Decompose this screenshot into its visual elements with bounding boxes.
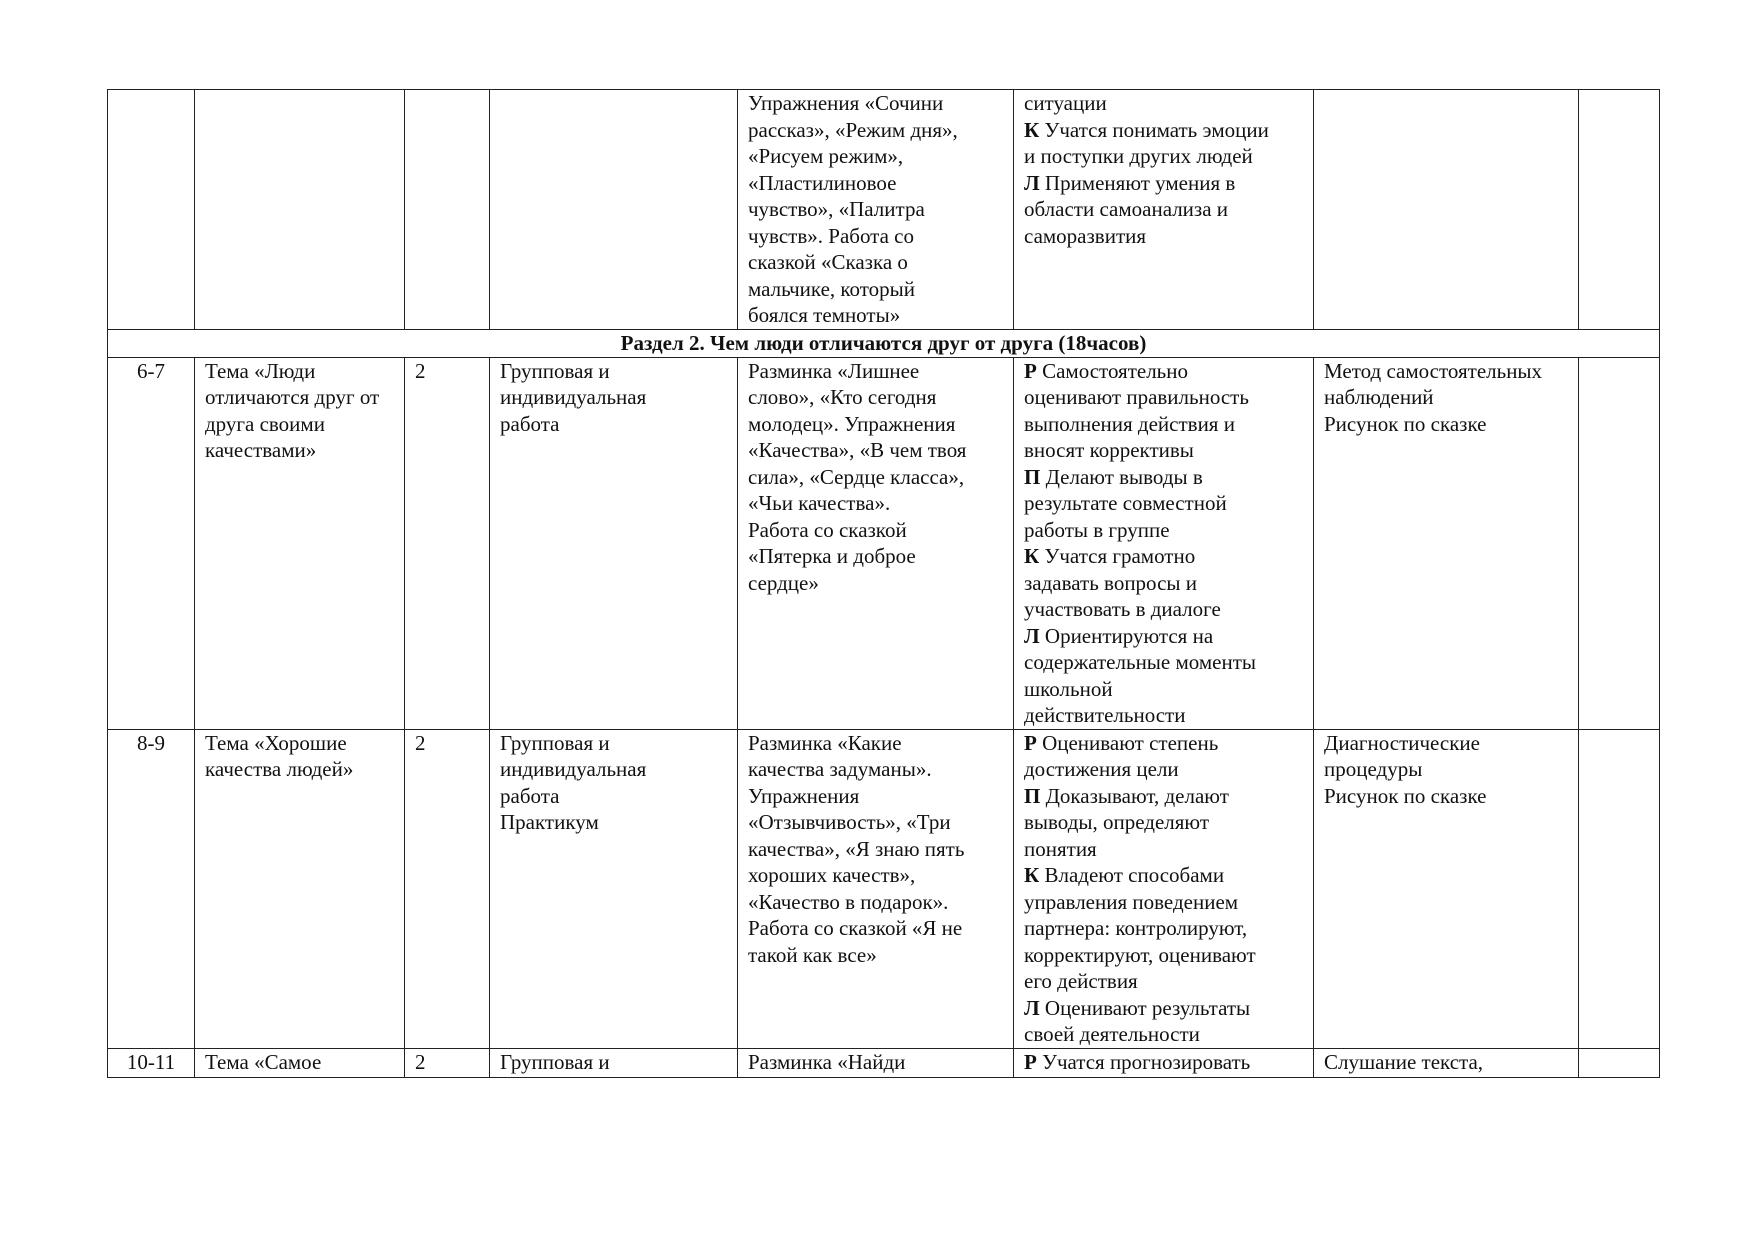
uud-line (1024, 783, 1303, 810)
cell-notes (1579, 729, 1660, 1048)
uud-line (1024, 596, 1303, 623)
text-line: Групповая и (500, 1049, 610, 1074)
uud-text: Самостоятельно (1036, 358, 1188, 383)
cell-uud (1014, 357, 1314, 729)
uud-line (1024, 570, 1303, 597)
uud-letter: П (1024, 783, 1041, 808)
text-line: сердце» (748, 570, 819, 595)
table-row (108, 729, 1660, 1048)
cell-form (490, 90, 738, 330)
cell-activities (738, 90, 1014, 330)
text-line: Тема «Хорошие (205, 730, 347, 755)
text-line: хороших качеств», (748, 863, 916, 887)
text-line: «Чьи качества». (748, 491, 891, 515)
uud-line (1024, 836, 1303, 863)
uud-line (1024, 1021, 1303, 1048)
text-line: качества людей» (205, 757, 354, 781)
uud-text: задавать вопросы и (1024, 570, 1197, 595)
text-line: Разминка «Найди (748, 1049, 906, 1074)
text-line: «Отзывчивость», «Три (748, 810, 951, 834)
uud-letter: К (1024, 117, 1040, 142)
text-line: «Качества», «В чем твоя (748, 438, 967, 462)
text-line: отличаются друг от (205, 385, 380, 409)
uud-text: результате совместной (1024, 491, 1227, 515)
cell-control (1314, 1048, 1579, 1077)
uud-line (1024, 676, 1303, 703)
cell-form (490, 357, 738, 729)
uud-text: корректируют, оценивают (1024, 942, 1256, 967)
cell-uud (1014, 90, 1314, 330)
uud-line (1024, 968, 1303, 995)
uud-line (1024, 995, 1303, 1022)
uud-text: выполнения действия и (1024, 411, 1235, 436)
text-line: Работа со сказкой «Я не (748, 916, 963, 940)
text-line: Упражнения (748, 783, 860, 808)
cell-hours (405, 90, 490, 330)
uud-text: Учатся прогнозировать (1036, 1049, 1251, 1074)
uud-line (1024, 170, 1303, 197)
uud-text: участвовать в диалоге (1024, 597, 1221, 621)
uud-line (1024, 196, 1303, 223)
text-line: Разминка «Какие (748, 730, 902, 755)
cell-activities (738, 357, 1014, 729)
uud-line (1024, 543, 1303, 570)
text-line: качествами» (205, 438, 317, 462)
text-line: Тема «Люди (205, 358, 316, 383)
uud-letter: Л (1024, 995, 1040, 1020)
uud-text: его действия (1024, 969, 1138, 993)
text-line: Разминка «Лишнее (748, 358, 920, 383)
uud-letter: Р (1024, 358, 1037, 383)
uud-line (1024, 143, 1303, 170)
text-line: Упражнения «Сочини (748, 91, 944, 115)
text-line: «Качество в подарок». (748, 889, 949, 914)
text-line: «Пятерка и доброе (748, 544, 916, 568)
uud-text: Оценивают степень (1036, 730, 1219, 755)
uud-letter: Л (1024, 170, 1040, 195)
uud-line (1024, 862, 1303, 889)
text-line: сказкой «Сказка о (748, 250, 908, 274)
uud-line (1024, 756, 1303, 783)
text-line: Рисунок по сказке (1324, 783, 1487, 808)
uud-letter: Л (1024, 623, 1040, 648)
uud-text: Учатся понимать эмоции (1039, 117, 1269, 142)
cell-notes (1579, 1048, 1660, 1077)
uud-line (1024, 517, 1303, 544)
table-row (108, 1048, 1660, 1077)
cell-num: 6-7 (108, 357, 195, 729)
uud-letter: Р (1024, 1049, 1037, 1074)
cell-hours: 2 (405, 357, 490, 729)
text-line: наблюдений (1324, 385, 1434, 409)
uud-text: Делают выводы в (1040, 464, 1203, 489)
text-line: качества», «Я знаю пять (748, 836, 965, 861)
text-line: Метод самостоятельных (1324, 358, 1543, 383)
cell-control (1314, 357, 1579, 729)
cell-notes (1579, 357, 1660, 729)
cell-topic (195, 357, 405, 729)
cell-control (1314, 90, 1579, 330)
cell-num (108, 90, 195, 330)
text-line: мальчике, который (748, 276, 916, 301)
uud-text: саморазвития (1024, 223, 1147, 248)
text-line: Практикум (500, 810, 599, 834)
uud-line (1024, 1049, 1303, 1076)
uud-text: и поступки других людей (1024, 144, 1253, 168)
uud-line (1024, 117, 1303, 144)
text-line: боялся темноты» (748, 303, 901, 327)
activities-text (748, 90, 1003, 329)
uud-text: Оценивают результаты (1039, 995, 1251, 1020)
cell-uud (1014, 1048, 1314, 1077)
uud-line (1024, 464, 1303, 491)
text-line: «Пластилиновое (748, 170, 897, 195)
text-line: Групповая и (500, 358, 610, 383)
uud-line (1024, 90, 1303, 117)
text-line: Рисунок по сказке (1324, 411, 1487, 436)
uud-line (1024, 915, 1303, 942)
cell-hours: 2 (405, 1048, 490, 1077)
uud-text: Ориентируются на (1039, 623, 1214, 648)
uud-line (1024, 702, 1303, 729)
uud-letter: П (1024, 464, 1041, 489)
uud-letter: К (1024, 544, 1040, 568)
text-line: индивидуальная (500, 385, 647, 409)
cell-activities (738, 729, 1014, 1048)
text-line: молодец». Упражнения (748, 411, 956, 436)
cell-activities (738, 1048, 1014, 1077)
cell-topic (195, 1048, 405, 1077)
text-line: Работа со сказкой (748, 517, 907, 542)
uud-letter: К (1024, 863, 1040, 887)
text-line: качества задуманы». (748, 757, 932, 781)
cell-num: 10-11 (108, 1048, 195, 1077)
uud-letter: Р (1024, 730, 1037, 755)
uud-text: достижения цели (1024, 757, 1179, 781)
uud-text: партнера: контролируют, (1024, 916, 1248, 940)
uud-text: Доказывают, делают (1040, 783, 1229, 808)
uud-text: действительности (1024, 703, 1186, 727)
uud-text: школьной (1024, 676, 1113, 701)
text-line: друга своими (205, 411, 325, 436)
uud-text: Владеют способами (1039, 863, 1225, 887)
text-line: Групповая и (500, 730, 610, 755)
uud-line (1024, 411, 1303, 438)
lesson-plan-table (107, 89, 1660, 1078)
text-line: слово», «Кто сегодня (748, 385, 937, 409)
uud-line (1024, 490, 1303, 517)
uud-text: ситуации (1024, 91, 1107, 115)
text-line: индивидуальная (500, 757, 647, 781)
text-line: Диагностические (1324, 730, 1480, 755)
uud-text: выводы, определяют (1024, 810, 1210, 834)
uud-text: оценивают правильность (1024, 385, 1249, 409)
cell-form (490, 729, 738, 1048)
cell-num: 8-9 (108, 729, 195, 1048)
text-line: сила», «Сердце класса», (748, 464, 965, 489)
uud-text: области самоанализа и (1024, 197, 1229, 221)
uud-text: Учатся грамотно (1039, 544, 1196, 568)
text-line: Слушание текста, (1324, 1049, 1484, 1074)
text-line: такой как все» (748, 942, 877, 967)
text-line: работа (500, 411, 560, 436)
text-line: чувство», «Палитра (748, 197, 925, 221)
text-line: «Рисуем режим», (748, 144, 904, 168)
cell-hours: 2 (405, 729, 490, 1048)
uud-text: содержательные моменты (1024, 650, 1257, 674)
text-line: процедуры (1324, 757, 1423, 781)
uud-text: управления поведением (1024, 889, 1239, 914)
uud-text: Применяют умения в (1039, 170, 1236, 195)
uud-line (1024, 649, 1303, 676)
text-line: Тема «Самое (205, 1049, 322, 1074)
uud-line (1024, 889, 1303, 916)
text-line: чувств». Работа со (748, 223, 915, 248)
cell-notes (1579, 90, 1660, 330)
cell-topic (195, 729, 405, 1048)
uud-line (1024, 223, 1303, 250)
section-title: Раздел 2. Чем люди отличаются друг от друга (18часов) (108, 329, 1660, 357)
text-line: работа (500, 783, 560, 808)
uud-line (1024, 809, 1303, 836)
cell-form (490, 1048, 738, 1077)
cell-topic (195, 90, 405, 330)
cell-control (1314, 729, 1579, 1048)
text-line: рассказ», «Режим дня», (748, 117, 958, 142)
uud-line (1024, 730, 1303, 757)
uud-text: своей деятельности (1024, 1022, 1200, 1046)
uud-text: вносят коррективы (1024, 438, 1194, 462)
uud-line (1024, 358, 1303, 385)
uud-text: работы в группе (1024, 517, 1170, 542)
table-row (108, 357, 1660, 729)
section-row (108, 329, 1660, 357)
uud-line (1024, 623, 1303, 650)
uud-line (1024, 384, 1303, 411)
uud-line (1024, 437, 1303, 464)
uud-line (1024, 942, 1303, 969)
cell-uud (1014, 729, 1314, 1048)
uud-text (1024, 90, 1303, 249)
table-row-continued (108, 90, 1660, 330)
uud-text: понятия (1024, 836, 1097, 861)
